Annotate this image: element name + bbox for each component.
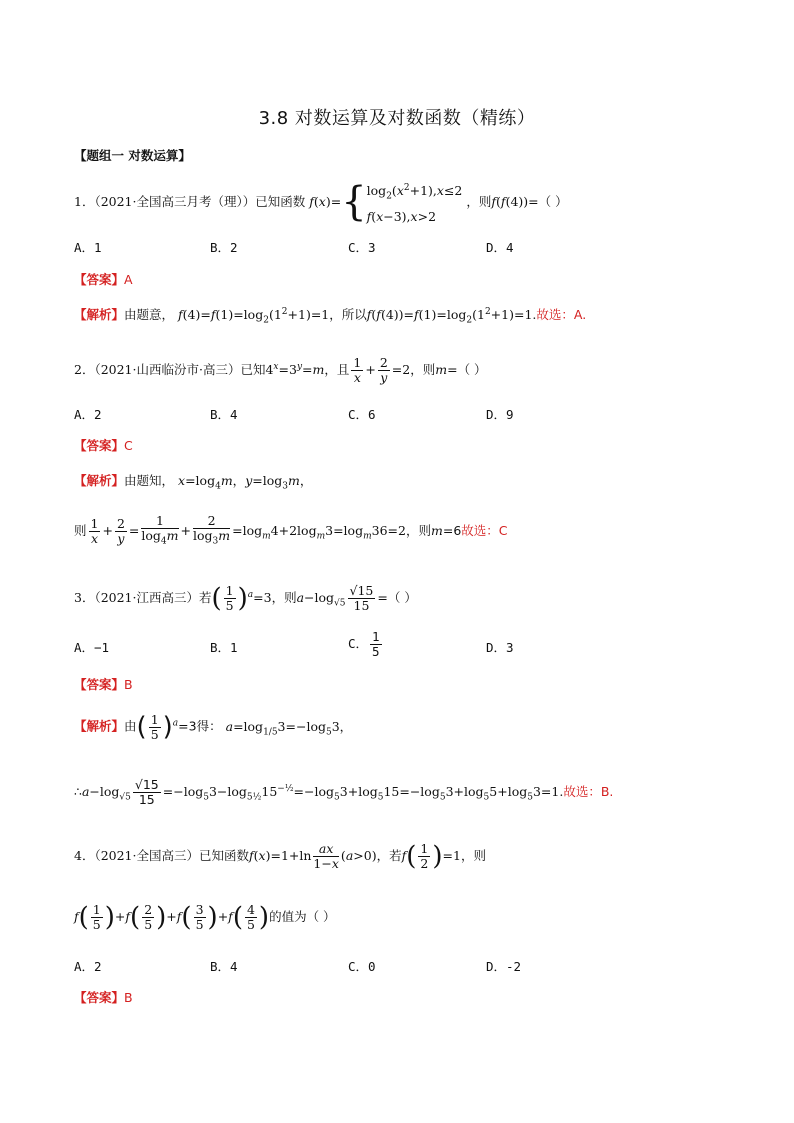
- question-1-function: f(x)=: [309, 193, 342, 209]
- q1-option-c[interactable]: C．3: [348, 240, 376, 255]
- question-3: 3．（2021·江西高三）若( $\frac{1}{5}$ )$^a$=3，则$a-\log_{√5}$ $\frac{√15}{15}$ =（ ）: [74, 583, 417, 614]
- question-2: 2．（2021·山西临汾市·高三）已知$4^x=3^y=m$，且 $\frac{1}{x}$ + $\frac{2}{y}$ =2，则m=（ ）: [74, 355, 487, 385]
- question-1-stem: 1．（2021·全国高三月考（理））已知函数: [74, 193, 306, 209]
- q2-option-c[interactable]: C．6: [348, 407, 376, 422]
- q2-analysis: 【解析】由题知， $x=\log_4m$，$y=\log_3m$，: [74, 473, 313, 492]
- q3-option-a[interactable]: A．−1: [74, 640, 110, 655]
- q4-option-c[interactable]: C．0: [348, 959, 376, 974]
- q3-analysis: 【解析】由( $\frac{1}{5}$ )$^a$=3得： $a=\log_{1/5}3=-\log_53$，: [74, 711, 353, 742]
- q1-option-d[interactable]: D．4: [486, 240, 514, 255]
- q2-analysis-line2: 则 $\frac{1}{x}$ + $\frac{2}{y}$ = $\frac{1}{\log_4m}$ + $\frac{2}{\log_3m}$ $=\log_m4+2\log_m3=\log_m36=2$，则m=6故选：C: [74, 513, 508, 547]
- q4-answer: 【答案】B: [74, 990, 133, 1005]
- question-4: 4．（2021·全国高三）已知函数f(x)=1+ln $\frac{ax}{1-x}$ (a>0)，若f( $\frac{1}{2}$ )=1，则: [74, 841, 486, 872]
- q4-option-a[interactable]: A．2: [74, 959, 102, 974]
- group-heading: 【题组一 对数运算】: [74, 148, 191, 163]
- q1-option-a[interactable]: A．1: [74, 240, 102, 255]
- q3-answer: 【答案】B: [74, 677, 133, 692]
- q4-option-b[interactable]: B．4: [210, 959, 238, 974]
- q3-option-d[interactable]: D．3: [486, 640, 514, 655]
- q2-answer: 【答案】C: [74, 438, 133, 453]
- q1-option-b[interactable]: B．2: [210, 240, 238, 255]
- q4-option-d[interactable]: D．-2: [486, 959, 522, 974]
- q2-option-b[interactable]: B．4: [210, 407, 238, 422]
- page-title: 3.8 对数运算及对数函数（精练）: [258, 108, 536, 129]
- q3-option-b[interactable]: B．1: [210, 640, 238, 655]
- q3-analysis-line2: $\therefore a-\log_{√5}$ $\frac{√15}{15}$ $=-\log_53-\log_{5\frac{1}{2}}15^{-\frac{1}{2}}=-\log_53+\log_515=-\log_53+\log_55+\log_53=1$.故选：B.: [74, 777, 614, 807]
- q2-option-d[interactable]: D．9: [486, 407, 514, 422]
- q1-answer: 【答案】A: [74, 272, 133, 287]
- q3-option-c[interactable]: C． $\frac{1}{5}$: [348, 629, 380, 659]
- question-4-line2: f( $\frac{1}{5}$ )+f( $\frac{2}{5}$ )+f( $\frac{3}{5}$ )+f( $\frac{4}{5}$ )的值为（ ）: [74, 902, 336, 933]
- question-1: 1．（2021·全国高三月考（理））已知函数 f(x)={ $\log_2(x^2+1),x\le 2$ f(x−3),x>2 ，则f(f(4))=（ ）: [74, 179, 568, 226]
- q1-analysis: 【解析】由题意， $f(4)=f(1)=\log_2(1^2+1)=1$，所以$f(f(4))=f(1)=\log_2(1^2+1)=1$.故选：A.: [74, 306, 587, 326]
- q2-option-a[interactable]: A．2: [74, 407, 102, 422]
